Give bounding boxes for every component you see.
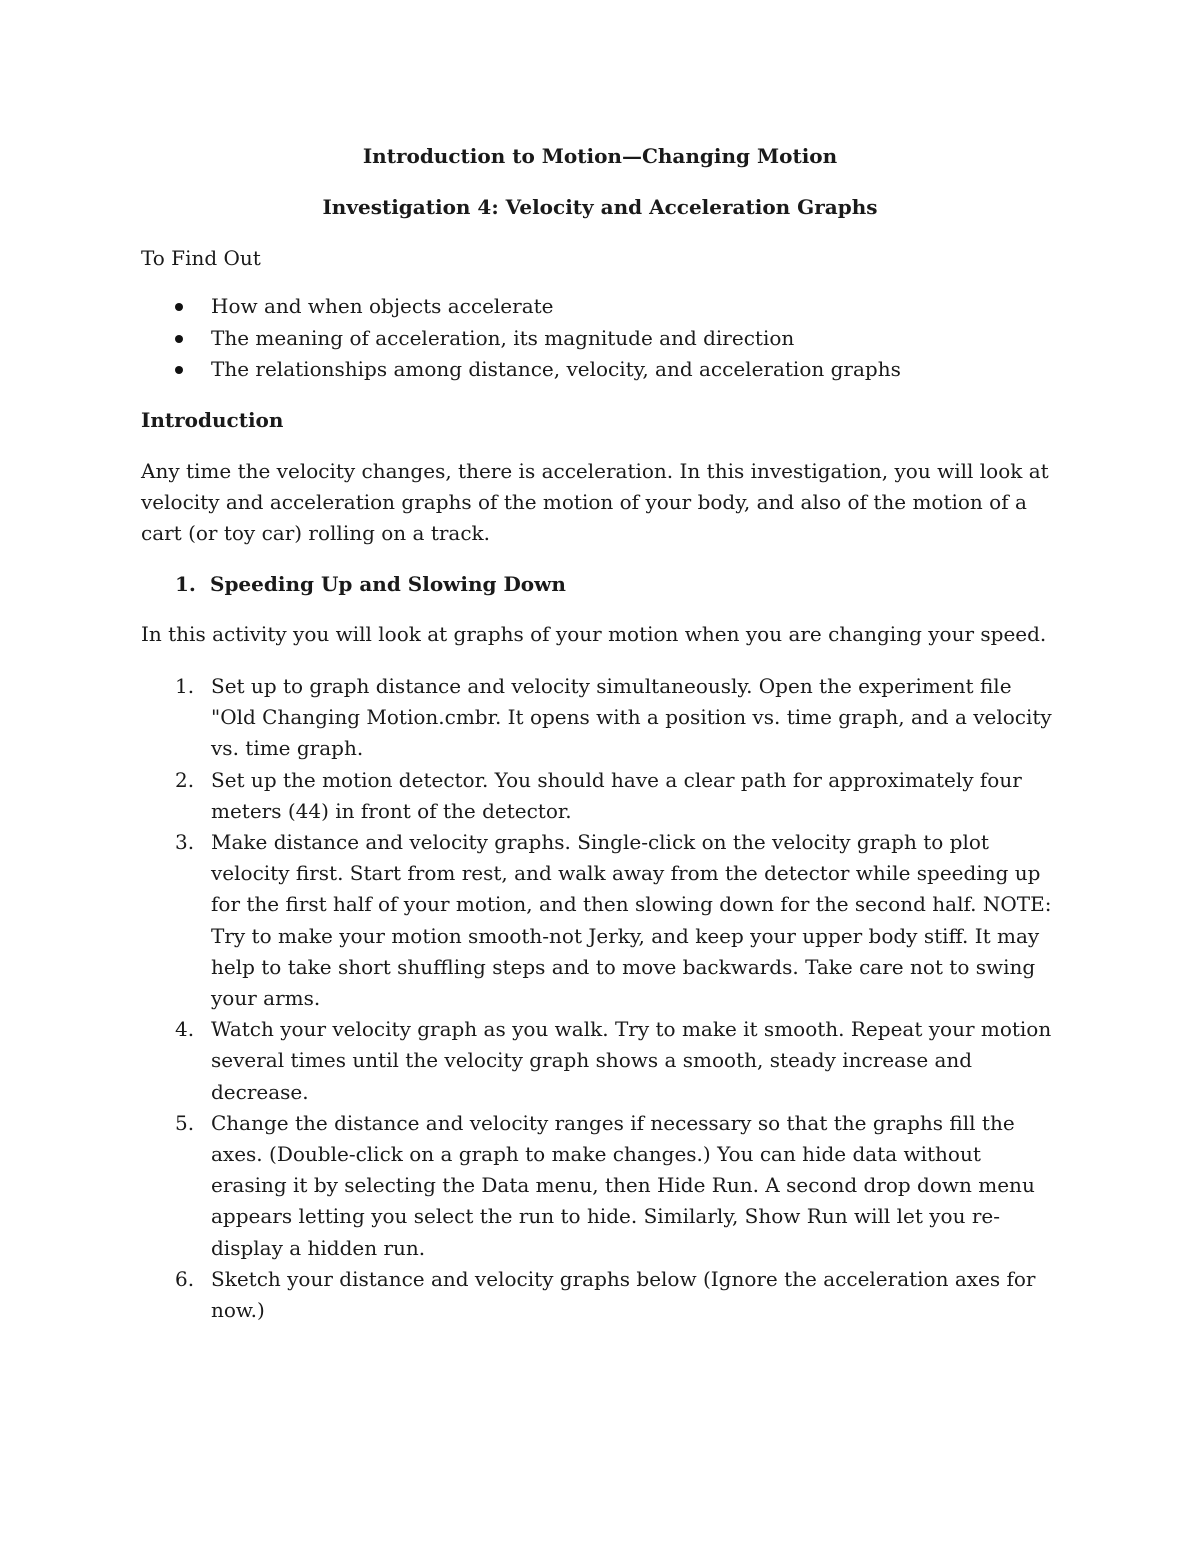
page-subtitle: Investigation 4: Velocity and Acceleration Graphs (322, 195, 878, 219)
step-item (141, 1108, 1061, 1264)
steps-list (141, 671, 1061, 1326)
page-title: Introduction to Motion—Changing Motion (362, 144, 838, 168)
step-item (141, 671, 1061, 765)
to-find-out-label: To Find Out (141, 246, 261, 270)
step-number: 3. (175, 830, 195, 855)
step-number: 6. (175, 1266, 195, 1291)
list-item-text: The meaning of acceleration, its magnitude and direction (211, 325, 795, 350)
step-number: 5. (175, 1110, 195, 1135)
list-item (141, 291, 901, 323)
step-item (141, 1264, 1061, 1326)
to-find-out-list (141, 291, 901, 386)
bullet-icon (175, 335, 183, 343)
step-item (141, 827, 1061, 1014)
step-text: Sketch your distance and velocity graphs below (Ignore the acceleration axes for now.) (211, 1266, 1036, 1323)
step-number: 4. (175, 1017, 195, 1042)
section-number: 1. (175, 572, 196, 596)
section-heading (141, 571, 566, 597)
step-number: 2. (175, 767, 195, 792)
step-item (141, 765, 1061, 827)
step-text: Make distance and velocity graphs. Single-click on the velocity graph to plot velocity first. Start from rest, and walk away from the detector while speeding up for the first half of your motion, and then slowing down for the second half. NOTE: Try to make your motion smooth-not Jerky, and keep your upper body stiff. It may help to take short shuffling steps and to move backwards. Take care not to swing your arms. (211, 830, 1052, 1011)
section-title: Speeding Up and Slowing Down (210, 572, 566, 596)
bullet-icon (175, 303, 183, 311)
step-text: Set up the motion detector. You should have a clear path for approximately four meters (44) in front of the detector. (211, 767, 1022, 823)
step-text: Change the distance and velocity ranges if necessary so that the graphs fill the axes. (Double-click on a graph to make changes.) You can hide data without erasing it by selecting the Data menu, then Hide Run. A second drop down menu appears letting you select the run to hide. Similarly, Show Run will let you re-display a hidden run. (211, 1110, 1035, 1260)
step-text: Set up to graph distance and velocity simultaneously. Open the experiment file "Old Changing Motion.cmbr. It opens with a position vs. time graph, and a velocity vs. time graph. (211, 674, 1052, 761)
step-item (141, 1014, 1061, 1108)
step-text: Watch your velocity graph as you walk. Try to make it smooth. Repeat your motion several times until the velocity graph shows a smooth, steady increase and decrease. (211, 1017, 1052, 1104)
introduction-paragraph: Any time the velocity changes, there is acceleration. In this investigation, you will look at velocity and acceleration graphs of the motion of your body, and also of the motion of a cart (or toy car) rolling on a track. (141, 459, 1049, 546)
bullet-icon (175, 366, 183, 374)
list-item (141, 323, 901, 355)
list-item-text: How and when objects accelerate (211, 294, 554, 318)
list-item-text: The relationships among distance, velocity, and acceleration graphs (211, 357, 901, 381)
list-item (141, 354, 901, 386)
step-number: 1. (175, 674, 195, 698)
section-intro-paragraph: In this activity you will look at graphs of your motion when you are changing your speed. (141, 622, 1047, 646)
introduction-heading: Introduction (141, 408, 284, 432)
